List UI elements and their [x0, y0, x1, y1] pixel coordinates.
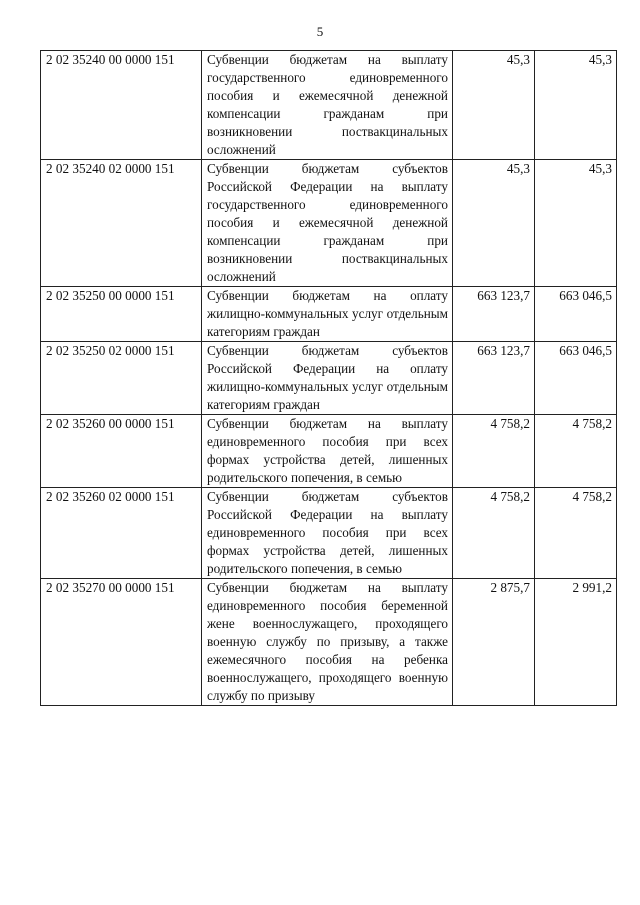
value-2-cell: 4 758,2: [535, 488, 617, 579]
value-2-cell: 4 758,2: [535, 415, 617, 488]
table-row: [41, 579, 617, 706]
table-row: [41, 488, 617, 579]
value-2-cell: 45,3: [535, 160, 617, 287]
value-1-cell: 4 758,2: [453, 415, 535, 488]
description-cell: Субвенции бюджетам субъектов Российской Федерации на выплату государственного единовременного пособия и ежемесячной денежной компенсации гражданам при возникновении поствакцинальных осложнений: [202, 160, 453, 287]
value-1-cell: 4 758,2: [453, 488, 535, 579]
value-1-cell: 45,3: [453, 160, 535, 287]
description-cell: Субвенции бюджетам на выплату единовременного пособия беременной жене военнослужащего, проходящего военную службу по призыву, а также ежемесячного пособия на ребенка военнослужащего, проходящего военную службу по призыву: [202, 579, 453, 706]
budget-table: [40, 50, 617, 706]
value-2-cell: 2 991,2: [535, 579, 617, 706]
budget-code-cell: 2 02 35240 02 0000 151: [41, 160, 202, 287]
page-number: 5: [316, 24, 324, 39]
description-cell: Субвенции бюджетам субъектов Российской Федерации на оплату жилищно-коммунальных услуг отдельным категориям граждан: [202, 342, 453, 415]
table-row: [41, 51, 617, 160]
table-row: [41, 160, 617, 287]
value-1-cell: 2 875,7: [453, 579, 535, 706]
value-2-cell: 663 046,5: [535, 342, 617, 415]
table-row: [41, 342, 617, 415]
value-1-cell: 45,3: [453, 51, 535, 160]
table-row: [41, 415, 617, 488]
description-cell: Субвенции бюджетам на выплату государственного единовременного пособия и ежемесячной денежной компенсации гражданам при возникновении поствакцинальных осложнений: [202, 51, 453, 160]
table-row: [41, 287, 617, 342]
budget-code-cell: 2 02 35260 02 0000 151: [41, 488, 202, 579]
description-cell: Субвенции бюджетам на выплату единовременного пособия при всех формах устройства детей, лишенных родительского попечения, в семью: [202, 415, 453, 488]
budget-code-cell: 2 02 35260 00 0000 151: [41, 415, 202, 488]
value-2-cell: 45,3: [535, 51, 617, 160]
description-cell: Субвенции бюджетам субъектов Российской Федерации на выплату единовременного пособия при всех формах устройства детей, лишенных родительского попечения, в семью: [202, 488, 453, 579]
budget-code-cell: 2 02 35270 00 0000 151: [41, 579, 202, 706]
value-2-cell: 663 046,5: [535, 287, 617, 342]
budget-code-cell: 2 02 35250 00 0000 151: [41, 287, 202, 342]
budget-code-cell: 2 02 35240 00 0000 151: [41, 51, 202, 160]
description-cell: Субвенции бюджетам на оплату жилищно-коммунальных услуг отдельным категориям граждан: [202, 287, 453, 342]
value-1-cell: 663 123,7: [453, 287, 535, 342]
value-1-cell: 663 123,7: [453, 342, 535, 415]
budget-code-cell: 2 02 35250 02 0000 151: [41, 342, 202, 415]
